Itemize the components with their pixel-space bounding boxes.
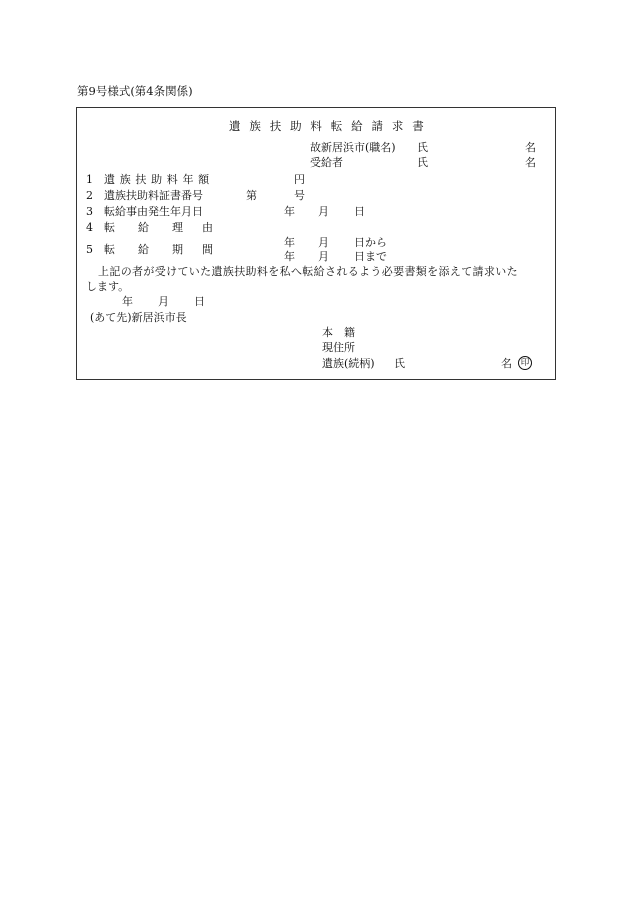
item-5-label-char: 転	[104, 243, 115, 256]
item-3-number: 3	[86, 205, 93, 218]
item-3-day: 日	[354, 205, 365, 218]
item-2-go: 号	[294, 189, 305, 202]
item-5-number: 5	[86, 243, 93, 256]
period-from-month: 月	[318, 236, 329, 249]
item-2-dai: 第	[246, 189, 257, 202]
applicant-shi: 氏	[394, 357, 405, 370]
item-1-label: 遺 族 扶 助 料 年 額	[104, 173, 210, 186]
applicant-address: 現住所	[322, 341, 355, 354]
form-title: 遺 族 扶 助 料 転 給 請 求 書	[229, 119, 427, 133]
applicant-relation: 遺族(続柄)	[322, 357, 375, 370]
form-number-label: 第9号様式(第4条関係)	[77, 84, 193, 98]
period-from-day: 日から	[354, 236, 387, 249]
date-month: 月	[158, 295, 169, 308]
period-to-day: 日まで	[354, 250, 387, 263]
deceased-shi: 氏	[417, 141, 428, 154]
applicant-mei: 名	[501, 357, 512, 370]
item-5-label-char: 期	[172, 243, 183, 256]
recipient-label: 受給者	[310, 156, 343, 169]
deceased-label: 故新居浜市(職名)	[310, 141, 396, 154]
statement-line-1: 上記の者が受けていた遺族扶助料を私へ転給されるよう必要書類を添えて請求いた	[98, 265, 518, 278]
item-4-label-char: 理	[172, 221, 183, 234]
item-3-label: 転給事由発生年月日	[104, 205, 203, 218]
item-4-label-char: 給	[138, 221, 149, 234]
item-2-label: 遺族扶助料証書番号	[104, 189, 203, 202]
item-3-month: 月	[318, 205, 329, 218]
item-4-number: 4	[86, 221, 93, 234]
item-1-yen: 円	[294, 173, 305, 186]
addressee: (あて先)新居浜市長	[90, 311, 187, 324]
period-to-year: 年	[284, 250, 295, 263]
item-4-label-char: 由	[202, 221, 213, 234]
item-5-label-char: 給	[138, 243, 149, 256]
recipient-shi: 氏	[417, 156, 428, 169]
item-5-label-char: 間	[202, 243, 213, 256]
deceased-mei: 名	[525, 141, 536, 154]
statement-line-2: します。	[86, 280, 130, 293]
date-year: 年	[122, 295, 133, 308]
item-1-number: 1	[86, 173, 93, 186]
applicant-honseki: 本 籍	[322, 326, 355, 339]
period-to-month: 月	[318, 250, 329, 263]
date-day: 日	[194, 295, 205, 308]
seal-mark-icon: 印	[518, 356, 532, 370]
item-2-number: 2	[86, 189, 93, 202]
item-4-label-char: 転	[104, 221, 115, 234]
recipient-mei: 名	[525, 156, 536, 169]
item-3-year: 年	[284, 205, 295, 218]
period-from-year: 年	[284, 236, 295, 249]
